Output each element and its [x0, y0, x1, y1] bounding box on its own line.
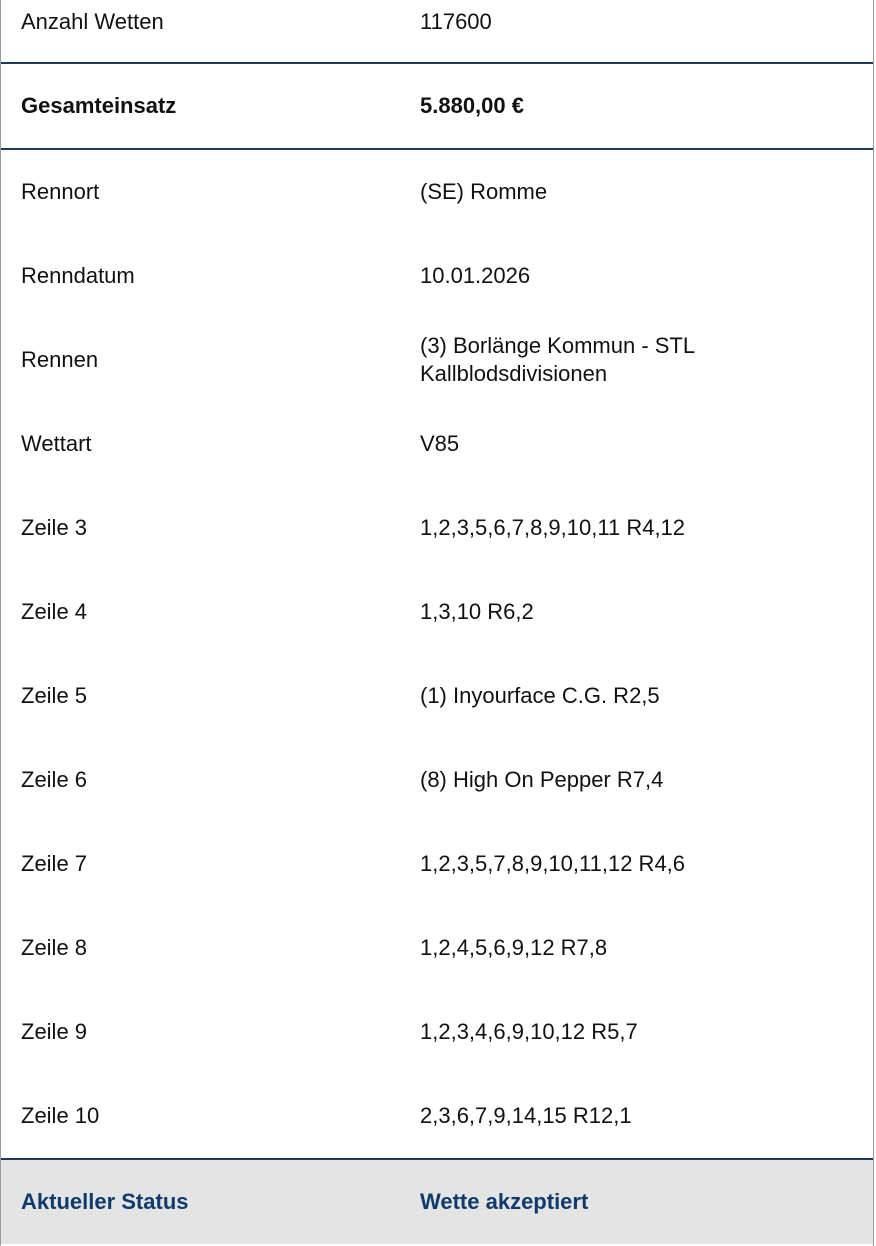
row-zeile-9	[1, 990, 873, 1074]
row-value: (3) Borlänge Kommun - STL Kallblodsdivisionen	[420, 333, 695, 386]
row-gesamteinsatz	[1, 64, 873, 150]
row-label: Wettart	[21, 431, 92, 456]
row-zeile-4	[1, 570, 873, 654]
row-zeile-5	[1, 654, 873, 738]
status-label: Aktueller Status	[21, 1189, 189, 1214]
row-value: 10.01.2026	[420, 263, 531, 288]
row-label: Zeile 8	[21, 935, 88, 960]
row-anzahl-wetten	[1, 0, 873, 64]
row-label: Zeile 7	[21, 851, 88, 876]
row-value: 1,2,3,4,6,9,10,12 R5,7	[420, 1019, 638, 1044]
row-value: V85	[420, 431, 460, 456]
row-aktueller-status	[1, 1158, 873, 1244]
row-label: Rennen	[21, 347, 99, 372]
row-zeile-7	[1, 822, 873, 906]
row-value: 2,3,6,7,9,14,15 R12,1	[420, 1103, 632, 1128]
row-value: (8) High On Pepper R7,4	[420, 767, 664, 792]
row-zeile-8	[1, 906, 873, 990]
row-label: Zeile 10	[21, 1103, 100, 1128]
row-wettart	[1, 402, 873, 486]
row-value: 117600	[420, 9, 492, 34]
row-label: Gesamteinsatz	[21, 93, 177, 118]
row-zeile-6	[1, 738, 873, 822]
row-value: 5.880,00 €	[420, 93, 524, 118]
row-value: 1,2,3,5,7,8,9,10,11,12 R4,6	[420, 851, 686, 876]
row-label: Rennort	[21, 179, 100, 204]
row-value: 1,2,4,5,6,9,12 R7,8	[420, 935, 608, 960]
row-label: Zeile 9	[21, 1019, 88, 1044]
row-rennort	[1, 150, 873, 234]
row-label: Zeile 6	[21, 767, 88, 792]
status-badge: Wette akzeptiert	[420, 1189, 589, 1214]
row-label: Zeile 5	[21, 683, 88, 708]
row-value: 1,3,10 R6,2	[420, 599, 534, 624]
row-label: Zeile 3	[21, 515, 88, 540]
row-value: (1) Inyourface C.G. R2,5	[420, 683, 660, 708]
row-renndatum	[1, 234, 873, 318]
row-value: 1,2,3,5,6,7,8,9,10,11 R4,12	[420, 515, 686, 540]
row-label: Anzahl Wetten	[21, 9, 164, 34]
row-zeile-3	[1, 486, 873, 570]
row-rennen	[1, 318, 873, 402]
row-label: Zeile 4	[21, 599, 88, 624]
row-zeile-10	[1, 1074, 873, 1158]
row-label: Renndatum	[21, 263, 135, 288]
row-value: (SE) Romme	[420, 179, 548, 204]
